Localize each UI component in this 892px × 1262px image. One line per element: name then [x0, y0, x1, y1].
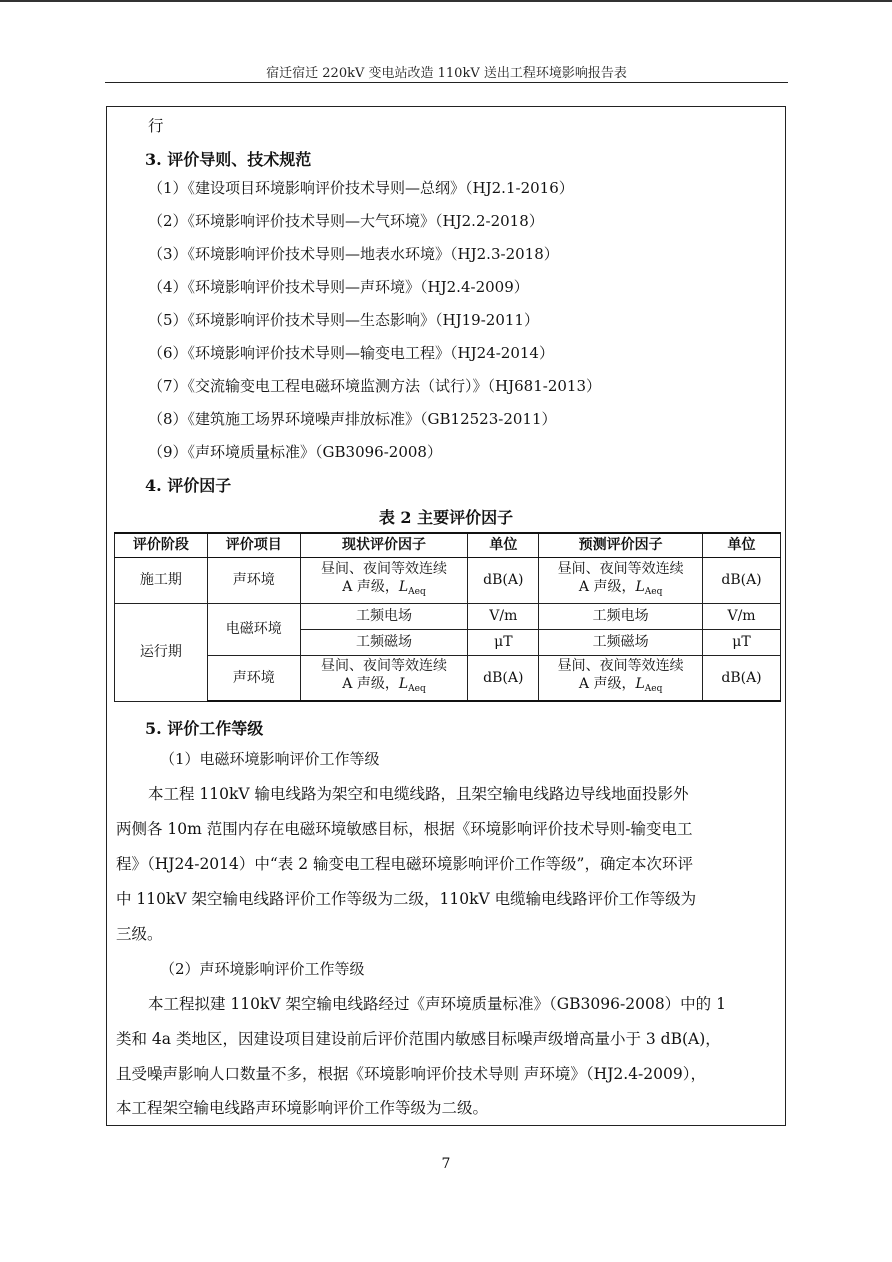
- stage-cell: 施工期: [115, 557, 208, 603]
- factor-line: 昼间、夜间等效连续: [557, 658, 684, 675]
- header-rule: [105, 82, 788, 83]
- evaluation-factors-table: [114, 532, 781, 702]
- paragraph-line: 类和 4a 类地区，因建设项目建设前后评价范围内敏感目标噪声级增高量小于 3 dB(A)，: [116, 1030, 721, 1048]
- paragraph-line: 中 110kV 架空输电线路评价工作等级为二级，110kV 电缆输电线路评价工作等级为: [116, 890, 697, 908]
- current-factor-cell: [300, 655, 468, 701]
- table-row-operation-noise: [115, 655, 781, 701]
- unit-cell: dB(A): [703, 557, 781, 603]
- reference-item: （8）《建筑施工场界环境噪声排放标准》（GB12523-2011）: [148, 410, 557, 428]
- level-subscript: Aeq: [644, 684, 663, 695]
- paragraph-line: 三级。: [116, 925, 163, 943]
- item-cell: 声环境: [207, 557, 300, 603]
- level-subscript: Aeq: [644, 586, 663, 597]
- level-subscript: Aeq: [408, 586, 426, 597]
- paragraph-line: 程》（HJ24-2014）中“表 2 输变电工程电磁环境影响评价工作等级”，确定本次环评: [116, 855, 693, 873]
- reference-item: （6）《环境影响评价技术导则—输变电工程》（HJ24-2014）: [148, 344, 554, 362]
- page-header-title: 宿迁宿迁 220kV 变电站改造 110kV 送出工程环境影响报告表: [266, 66, 627, 81]
- current-factor-cell: 工频电场: [300, 603, 468, 629]
- paragraph-line: 且受噪声影响人口数量不多，根据《环境影响评价技术导则 声环境》（HJ2.4-2009），: [116, 1065, 706, 1083]
- factor-line: 昼间、夜间等效连续: [321, 658, 447, 675]
- top-border-line: [0, 0, 892, 2]
- current-factor-cell: [300, 557, 468, 603]
- factor-line: A 声级，: [342, 676, 399, 693]
- item-cell: 声环境: [207, 655, 300, 701]
- predicted-factor-cell: [539, 655, 703, 701]
- reference-item: （5）《环境影响评价技术导则—生态影响》（HJ19-2011）: [148, 311, 539, 329]
- paragraph-line: 本工程 110kV 输电线路为架空和电缆线路，且架空输电线路边导线地面投影外: [148, 785, 689, 803]
- unit-cell: μT: [468, 629, 539, 655]
- reference-item: （4）《环境影响评价技术导则—声环境》（HJ2.4-2009）: [148, 278, 529, 296]
- section3-heading: 3. 评价导则、技术规范: [145, 150, 312, 169]
- paragraph-line: 两侧各 10m 范围内存在电磁环境敏感目标，根据《环境影响评价技术导则-输变电工: [116, 820, 693, 838]
- column-header: 单位: [468, 533, 539, 557]
- unit-cell: V/m: [468, 603, 539, 629]
- page-number: 7: [441, 1156, 451, 1172]
- factor-line: A 声级，: [578, 578, 636, 595]
- unit-cell: dB(A): [703, 655, 781, 701]
- table-header-row: [115, 533, 781, 557]
- section4-heading: 4. 评价因子: [145, 476, 232, 495]
- item-cell: 电磁环境: [207, 603, 300, 655]
- table-caption: 表 2 主要评价因子: [378, 508, 514, 527]
- reference-item: （3）《环境影响评价技术导则—地表水环境》（HJ2.3-2018）: [148, 245, 559, 263]
- unit-cell: μT: [703, 629, 781, 655]
- column-header: 单位: [703, 533, 781, 557]
- table-row-construction: [115, 557, 781, 603]
- reference-item: （9）《声环境质量标准》（GB3096-2008）: [148, 443, 442, 461]
- unit-cell: dB(A): [468, 655, 539, 701]
- level-symbol: L: [398, 578, 409, 595]
- current-factor-cell: 工频磁场: [300, 629, 468, 655]
- unit-cell: dB(A): [468, 557, 539, 603]
- reference-item: （2）《环境影响评价技术导则—大气环境》（HJ2.2-2018）: [148, 212, 544, 230]
- level-symbol: L: [635, 578, 645, 595]
- factor-line: 昼间、夜间等效连续: [321, 560, 447, 577]
- factor-line: A 声级，: [342, 578, 399, 595]
- subsection-heading: （1）电磁环境影响评价工作等级: [160, 750, 380, 768]
- predicted-factor-cell: [539, 557, 703, 603]
- paragraph-line: 本工程拟建 110kV 架空输电线路经过《声环境质量标准》（GB3096-2008）中的 1: [148, 995, 726, 1013]
- column-header: 预测评价因子: [539, 533, 703, 557]
- unit-cell: V/m: [703, 603, 781, 629]
- reference-item: （7）《交流输变电工程电磁环境监测方法（试行）》（HJ681-2013）: [148, 377, 602, 395]
- level-symbol: L: [635, 676, 645, 693]
- factor-line: A 声级，: [578, 676, 636, 693]
- table-row-electric-field: [115, 603, 781, 629]
- predicted-factor-cell: 工频磁场: [539, 629, 703, 655]
- subsection-heading: （2）声环境影响评价工作等级: [160, 960, 365, 978]
- section5-heading: 5. 评价工作等级: [145, 719, 264, 738]
- continuation-text: 行: [148, 117, 164, 135]
- reference-item: （1）《建设项目环境影响评价技术导则—总纲》（HJ2.1-2016）: [148, 179, 574, 197]
- column-header: 评价项目: [207, 533, 300, 557]
- level-subscript: Aeq: [408, 684, 426, 695]
- factor-line: 昼间、夜间等效连续: [557, 560, 684, 577]
- column-header: 现状评价因子: [300, 533, 468, 557]
- level-symbol: L: [398, 676, 409, 693]
- column-header: 评价阶段: [115, 533, 208, 557]
- stage-cell: 运行期: [115, 603, 208, 701]
- predicted-factor-cell: 工频电场: [539, 603, 703, 629]
- paragraph-line: 本工程架空输电线路声环境影响评价工作等级为二级。: [116, 1099, 489, 1117]
